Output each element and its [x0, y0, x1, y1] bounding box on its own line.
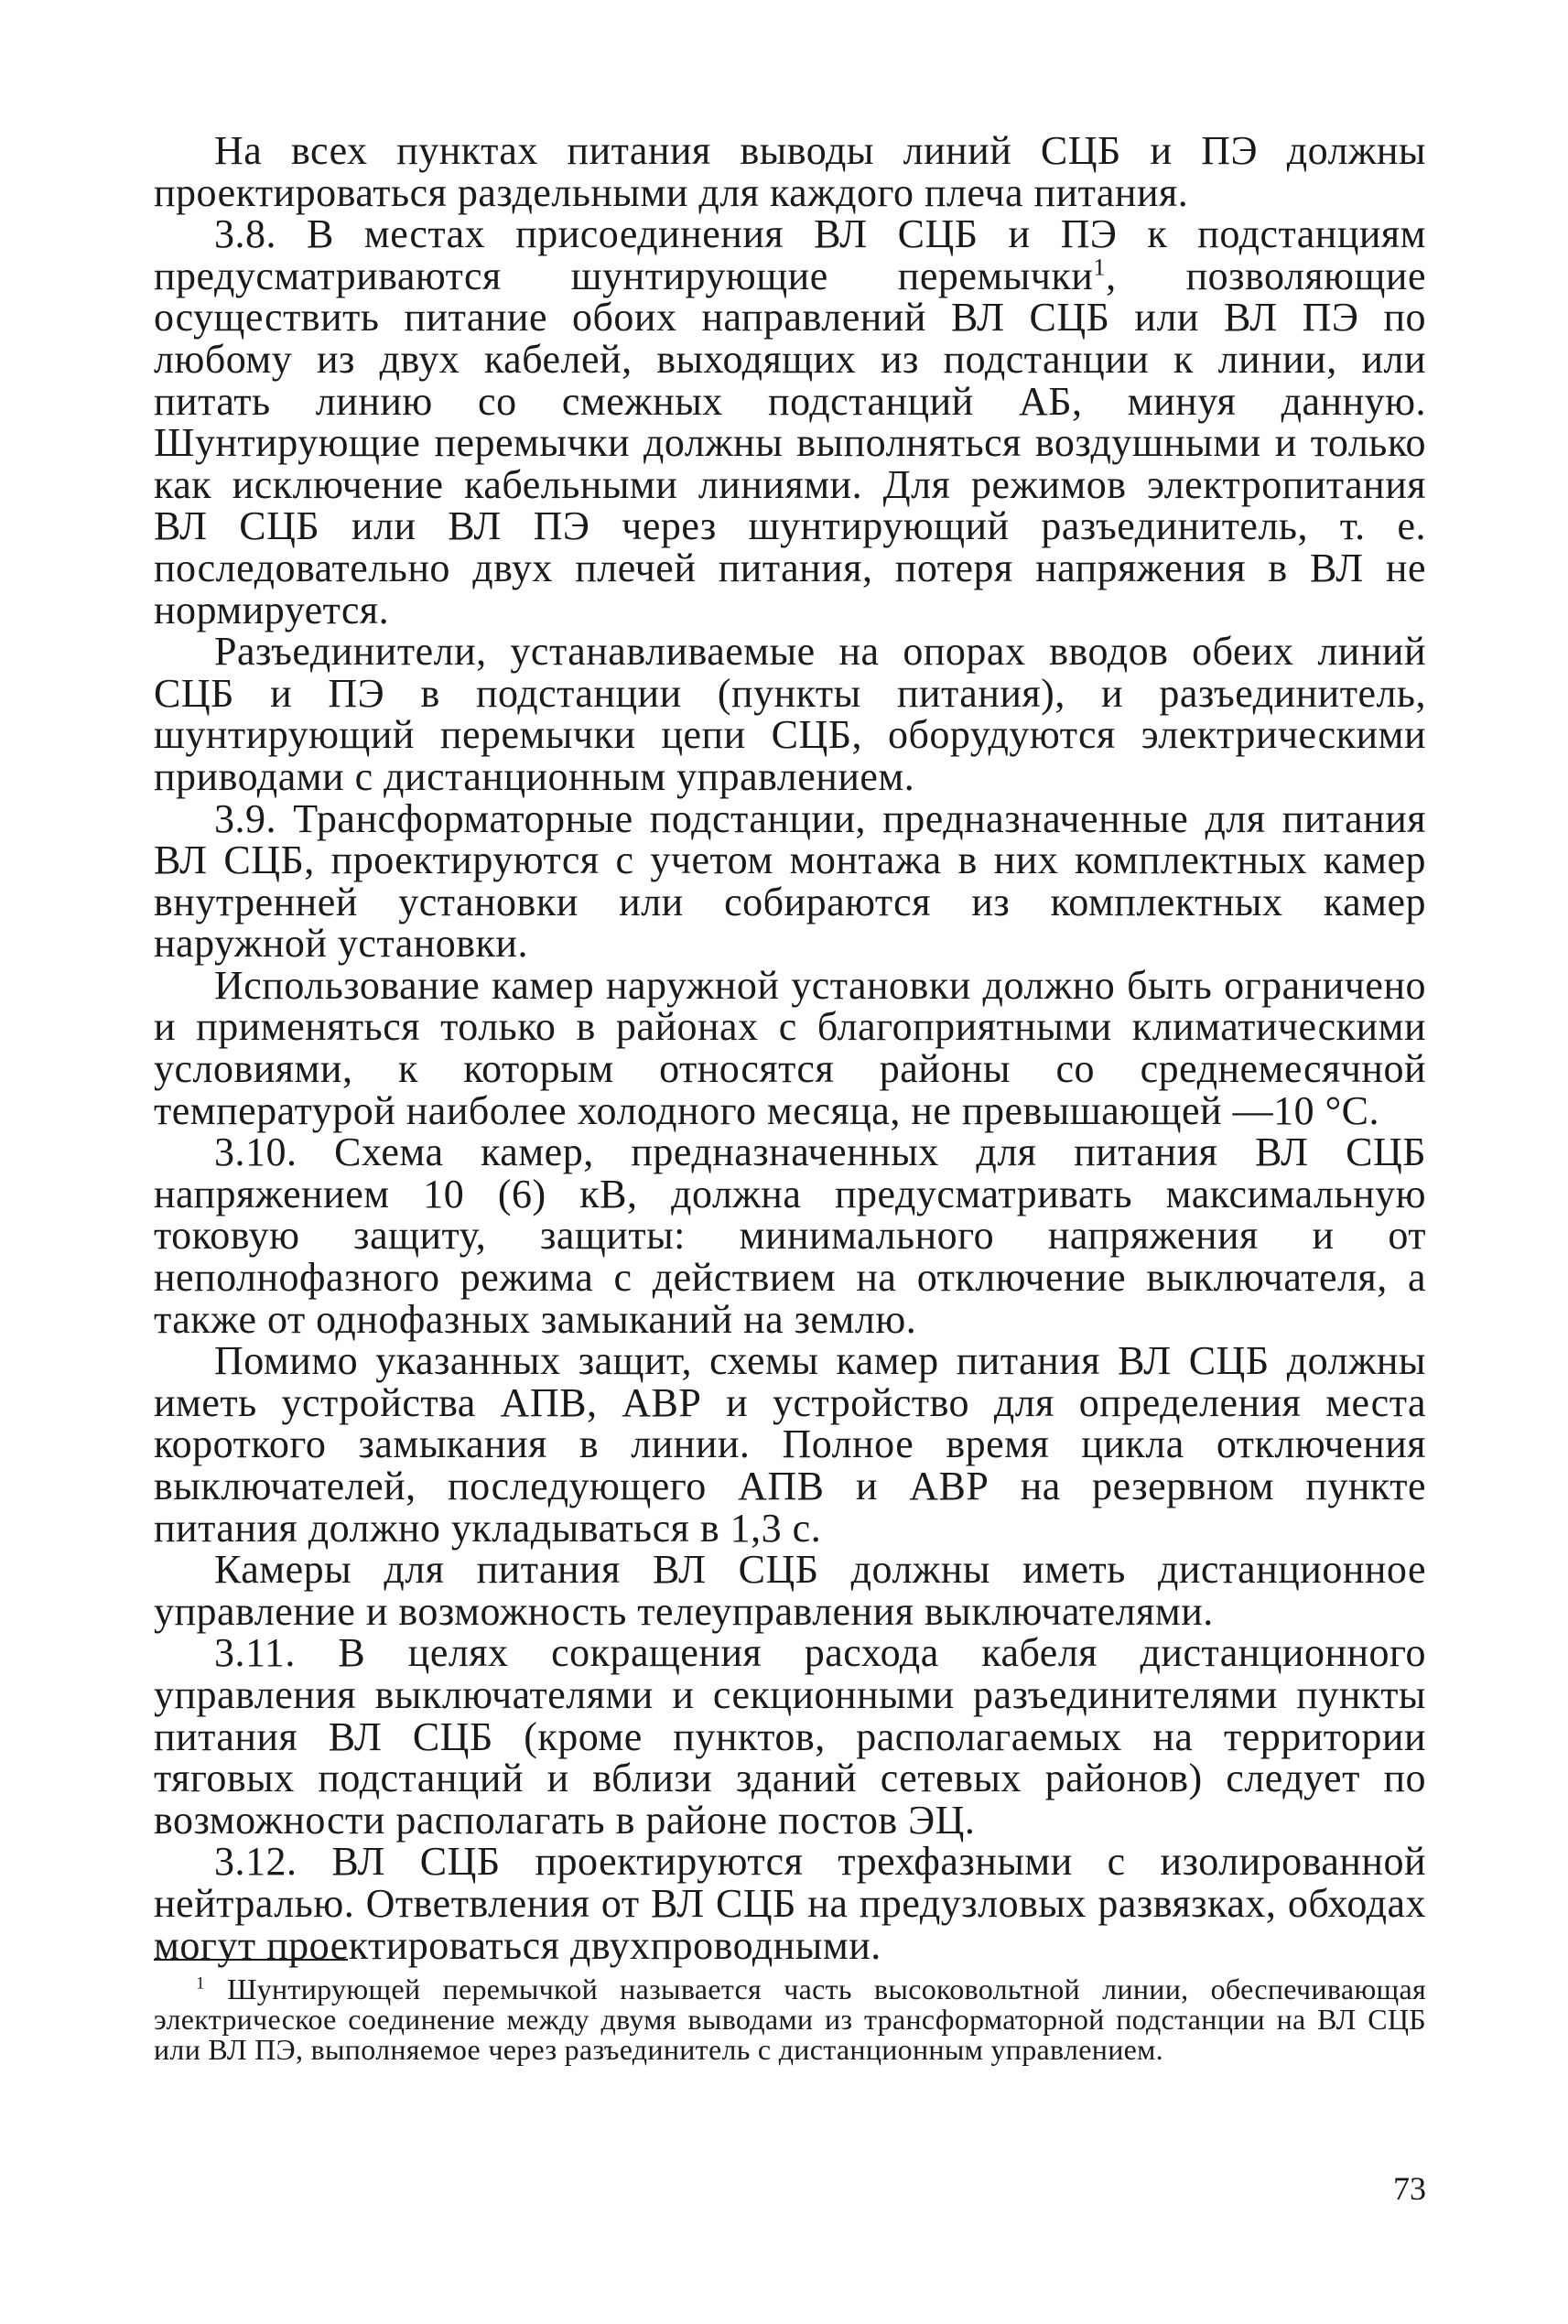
paragraph-remote-control [154, 1549, 1426, 1632]
paragraph-text: 3.9. Трансформаторные подстанции, предназначенные для питания ВЛ СЦБ, проектируются с учетом монтажа в них комплектных камер внутренней установки или собираются из комплектных камер наружной установки. [154, 795, 1426, 967]
footnote-reference: 1 [1093, 253, 1107, 281]
paragraph-3-11 [154, 1632, 1426, 1841]
paragraph-3-8 [154, 213, 1426, 631]
paragraph-text: Помимо указанных защит, схемы камер питания ВЛ СЦБ должны иметь устройства АПВ, АВР и устройство для определения места короткого замыкания в линии. Полное время цикла отключения выключателей, последующего АПВ и АВР на резервном пункте питания должно укладываться в 1,3 с. [154, 1338, 1426, 1551]
footnote [154, 1974, 1426, 2065]
footnote-marker: 1 [196, 1973, 205, 1994]
paragraph-1 [154, 130, 1426, 213]
paragraph-text: 3.10. Схема камер, предназначенных для питания ВЛ СЦБ напряжением 10 (6) кВ, должна предусматривать максимальную токовую защиту, защиты: минимального напряжения и от неполнофазного режима с действием на отключение выключателя, а также от однофазных замыканий на землю. [154, 1130, 1426, 1342]
footnote-divider [154, 1959, 348, 1961]
paragraph-protections [154, 1340, 1426, 1549]
footnote-text: Шунтирующей перемычкой называется часть высоковольтной линии, обеспечивающая электрическое соединение между двумя выводами из трансформаторной подстанции на ВЛ СЦБ или ВЛ ПЭ, выполняемое через разъединитель с дистанционным управлением. [154, 1973, 1426, 2066]
paragraph-text: 3.11. В целях сокращения расхода кабеля дистанционного управления выключателями и секционными разъединителями пункты питания ВЛ СЦБ (кроме пунктов, располагаемых на территории тяговых подстанций и вблизи зданий сетевых районов) следует по возможности располагать в районе постов ЭЦ. [154, 1630, 1426, 1843]
paragraph-outdoor-cameras [154, 962, 1426, 1133]
paragraph-text-continued: , позволяющие осуществить питание обоих направлений ВЛ СЦБ или ВЛ ПЭ по любому из двух кабелей, выходящих из подстанции к линии, или питать линию со смежных подстанций АБ, минуя данную. Шунтирующие перемычки должны выполняться воздушными и только как исключение кабельными линиями. Для режимов электропитания ВЛ СЦБ или ВЛ ПЭ через шунтирующий разъединитель, т. е. последовательно двух плечей питания, потеря напряжения в ВЛ не нормируется. [154, 253, 1426, 632]
paragraph-disconnectors [154, 631, 1426, 797]
paragraph-3-10 [154, 1131, 1426, 1340]
paragraph-text: Камеры для питания ВЛ СЦБ должны иметь дистанционное управление и возможность телеуправления выключателями. [154, 1547, 1426, 1634]
paragraph-text: На всех пунктах питания выводы линий СЦБ и ПЭ должны проектироваться раздельными для каждого плеча питания. [154, 128, 1426, 215]
paragraph-3-9 [154, 795, 1426, 967]
body-text [154, 130, 1426, 1966]
paragraph-text: 3.12. ВЛ СЦБ проектируются трехфазными с изолированной нейтралью. Ответвления от ВЛ СЦБ на предузловых развязках, обходах могут проектироваться двухпроводными. [154, 1839, 1426, 1968]
paragraph-text: 3.8. В местах присоединения ВЛ СЦБ и ПЭ к подстанциям предусматриваются шунтирующие перемычки [154, 211, 1426, 298]
paragraph-3-12 [154, 1841, 1426, 1966]
page-number: 73 [1393, 2170, 1426, 2207]
paragraph-text: Разъединители, устанавливаемые на опорах вводов обеих линий СЦБ и ПЭ в подстанции (пункты питания), и разъединитель, шунтирующий перемычки цепи СЦБ, оборудуются электрическими приводами с дистанционным управлением. [154, 629, 1426, 799]
paragraph-text: Использование камер наружной установки должно быть ограничено и применяться только в районах с благоприятными климатическими условиями, к которым относятся районы со среднемесячной температурой наиболее холодного месяца, не превышающей —10 °С. [154, 962, 1426, 1133]
